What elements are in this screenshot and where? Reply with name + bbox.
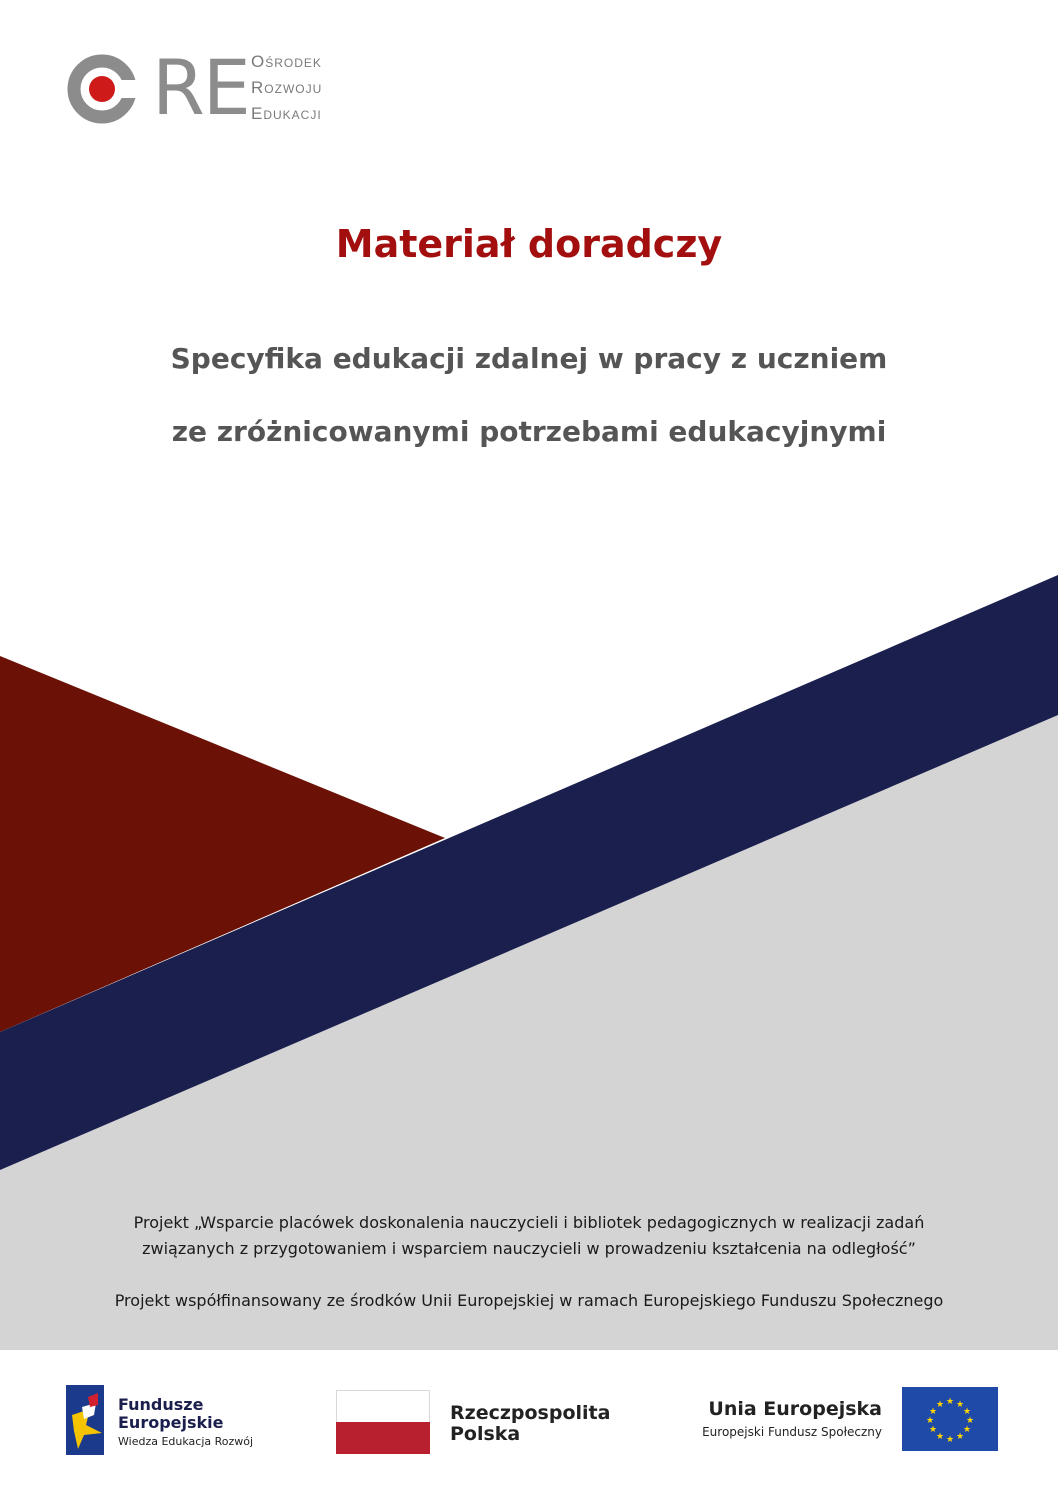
fe-line2: Europejskie xyxy=(118,1413,224,1432)
fe-star-icon xyxy=(66,1385,106,1455)
ue-line2: Europejski Fundusz Społeczny xyxy=(702,1425,882,1439)
project-text-line2: związanych z przygotowaniem i wsparciem nauczycieli w prowadzeniu kształcenia na odległość” xyxy=(142,1239,916,1258)
svg-text:★: ★ xyxy=(965,1416,975,1426)
project-text-line1: Projekt „Wsparcie placówek doskonalenia nauczycieli i bibliotek pedagogicznych w realizacji zadań xyxy=(133,1213,925,1232)
ore-line1: Ośrodek xyxy=(251,52,322,71)
rp-line2: Polska xyxy=(450,1423,521,1445)
polish-flag-icon xyxy=(336,1390,430,1454)
unia-europejska-logo xyxy=(678,1387,998,1453)
ore-circle-icon xyxy=(66,52,146,126)
svg-text:★: ★ xyxy=(935,1432,945,1442)
project-funding-text: Projekt współfinansowany ze środków Unii Europejskiej w ramach Europejskiego Funduszu Społecznego xyxy=(114,1291,944,1310)
ore-logo xyxy=(66,43,336,132)
rp-line1: Rzeczpospolita xyxy=(450,1402,611,1424)
svg-text:★: ★ xyxy=(928,1425,938,1435)
ore-line3: Edukacji xyxy=(251,104,322,123)
svg-text:★: ★ xyxy=(962,1425,972,1435)
fundusze-europejskie-logo xyxy=(66,1385,286,1457)
svg-text:★: ★ xyxy=(962,1407,972,1417)
svg-text:★: ★ xyxy=(945,1435,955,1445)
rzeczpospolita-polska-logo xyxy=(336,1390,626,1454)
svg-text:★: ★ xyxy=(945,1397,955,1407)
svg-text:★: ★ xyxy=(955,1432,965,1442)
ue-line1: Unia Europejska xyxy=(708,1398,882,1420)
page-title: Materiał doradczy xyxy=(335,222,723,266)
fe-line3: Wiedza Edukacja Rozwój xyxy=(118,1435,254,1448)
svg-text:★: ★ xyxy=(925,1416,935,1426)
svg-text:★: ★ xyxy=(928,1407,938,1417)
fe-line1: Fundusze xyxy=(118,1395,204,1414)
ore-line2: Rozwoju xyxy=(251,78,323,97)
svg-text:★: ★ xyxy=(955,1400,965,1410)
ore-letters: RE xyxy=(152,43,249,132)
svg-text:★: ★ xyxy=(935,1400,945,1410)
cover-graphic xyxy=(0,570,1058,1350)
eu-flag-icon xyxy=(902,1387,998,1451)
subtitle-line1: Specyfika edukacji zdalnej w pracy z uczniem xyxy=(170,342,888,375)
subtitle-line2: ze zróżnicowanymi potrzebami edukacyjnymi xyxy=(171,415,887,448)
